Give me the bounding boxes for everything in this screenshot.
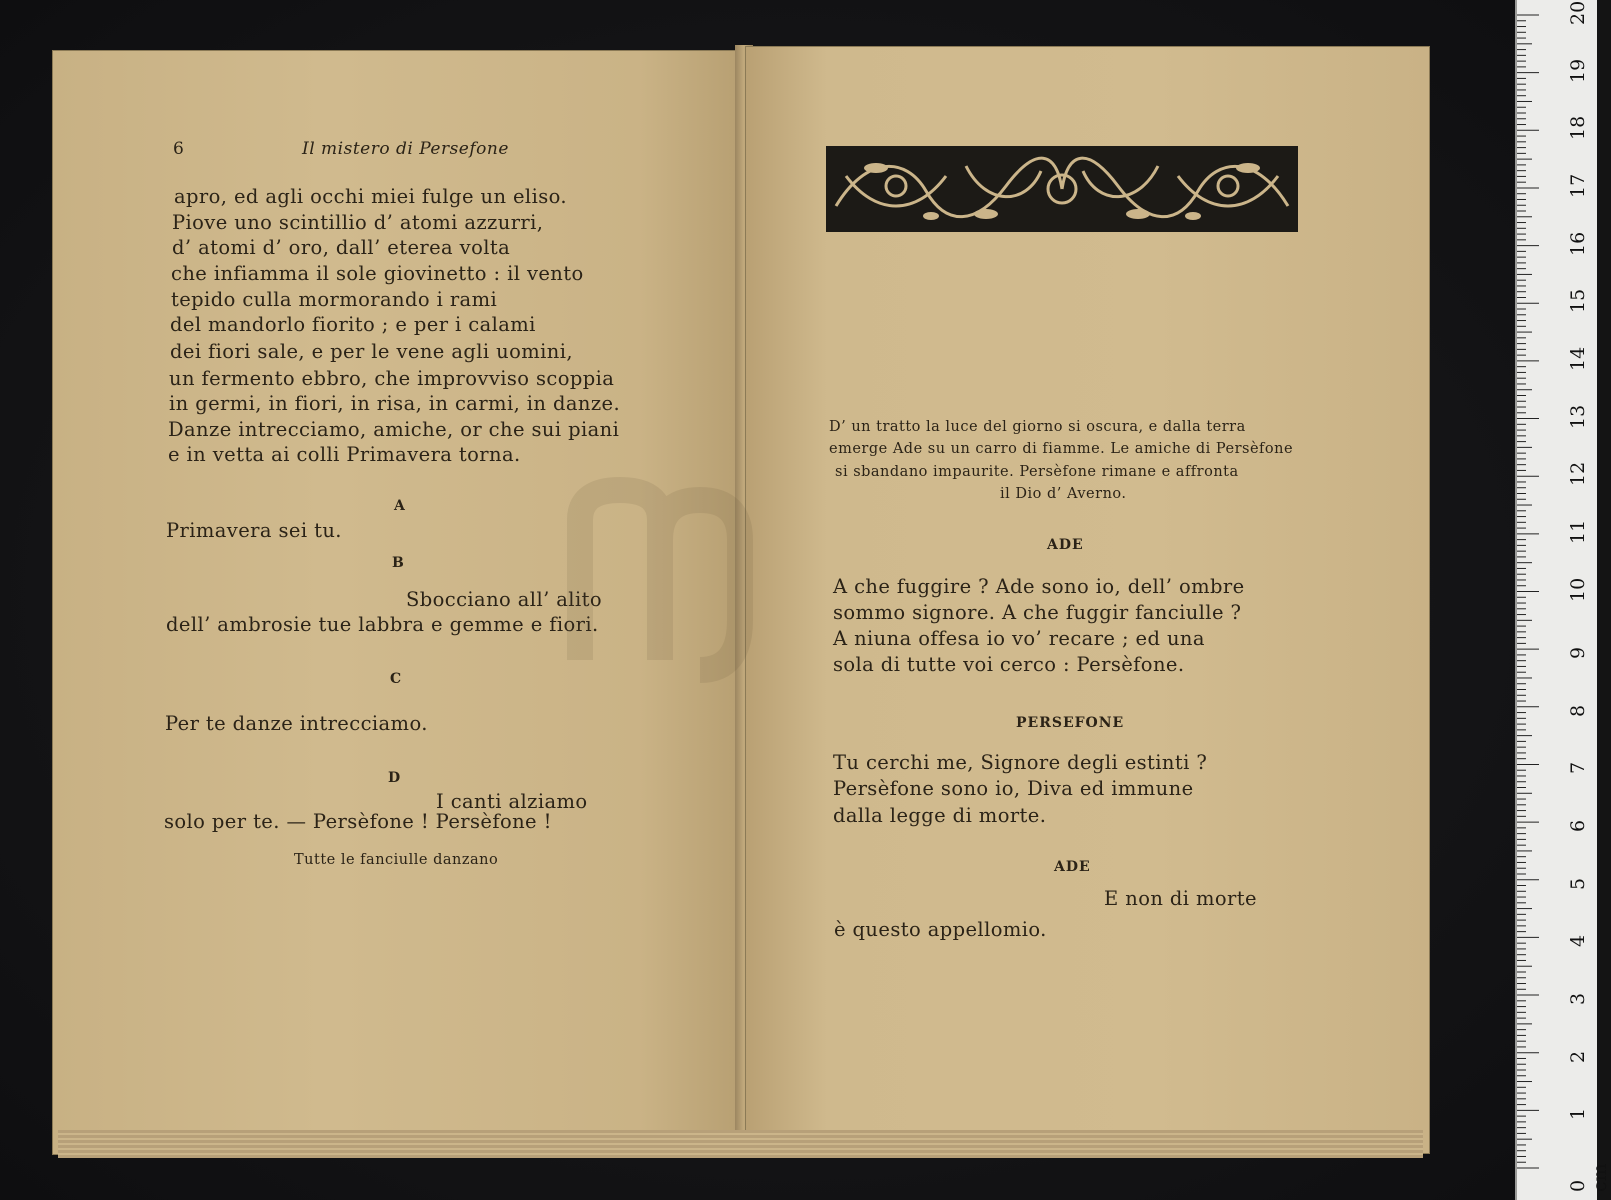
ruler-label: 17 [1567,173,1589,198]
verse-line: d’ atomi d’ oro, dall’ eterea volta [172,236,511,259]
verse-line: in germi, in fiori, in risa, in carmi, in danze. [169,392,621,415]
verse-line: sommo signore. A che fuggir fanciulle ? [833,601,1242,624]
speaker-label: ADE [1054,859,1091,875]
speaker-label: D [388,770,402,786]
stage-direction-line: il Dio d’ Averno. [1000,486,1127,502]
verse-line: dell’ ambrosie tue labbra e gemme e fiori. [166,613,599,636]
speaker-label: C [390,671,403,687]
verse-line: dalla legge di morte. [833,804,1047,827]
ruler-label: 4 [1567,935,1589,948]
ruler-label: 1 [1567,1108,1589,1121]
ruler-label: 10 [1567,577,1589,602]
verse-line: è questo appellomio. [834,918,1047,941]
ruler-label: 14 [1567,346,1589,371]
ruler-label: 9 [1567,647,1589,660]
verse-line: I canti alziamo [436,790,588,813]
verse-line: apro, ed agli occhi miei fulge un eliso. [174,185,568,208]
ruler-label: 18 [1567,116,1589,141]
verse-line: Per te danze intrecciamo. [165,712,428,735]
stage-direction-line: emerge Ade su un carro di fiamme. Le amiche di Persèfone [829,441,1294,457]
measurement-ruler [1515,0,1611,1200]
verse-line: Danze intrecciamo, amiche, or che sui piani [168,418,620,441]
ruler-label: 12 [1567,462,1589,487]
verse-line: tepido culla mormorando i rami [171,288,498,311]
ruler-label: 16 [1567,231,1589,256]
speaker-label: PERSEFONE [1016,715,1125,731]
ruler-label: 15 [1567,289,1589,314]
speaker-label: B [392,555,405,571]
ruler-label: 11 [1567,519,1589,544]
verse-line: A niuna offesa io vo’ recare ; ed una [833,627,1205,650]
watermark-logo [560,480,770,680]
ruler-label: 8 [1567,704,1589,717]
ruler-label: 7 [1567,762,1589,775]
stage-direction: Tutte le fanciulle danzano [294,852,499,868]
verse-line: Primavera sei tu. [166,519,342,542]
stage-direction-line: D’ un tratto la luce del giorno si oscura, e dalla terra [829,419,1246,435]
page-number: 6 [173,139,184,159]
page-edges [58,1130,1423,1158]
speaker-label: ADE [1047,537,1084,553]
verse-line: dei fiori sale, e per le vene agli uomini, [170,340,573,363]
verse-line: un fermento ebbro, che improvviso scoppia [169,367,615,390]
verse-line: solo per te. — Persèfone ! Persèfone ! [164,810,552,833]
verse-line: del mandorlo fiorito ; e per i calami [170,313,536,336]
verse-line: Persèfone sono io, Diva ed immune [833,777,1194,800]
verse-line: E non di morte [1104,887,1257,910]
ruler-label: 5 [1567,877,1589,890]
ruler-label: 19 [1567,58,1589,83]
ruler-label: 0 cm [1567,1163,1611,1192]
verse-line: A che fuggire ? Ade sono io, dell’ ombre [833,575,1245,598]
decorative-ornament [826,146,1298,232]
verse-line: e in vetta ai colli Primavera torna. [168,443,521,466]
ruler-label: 20 [1567,0,1589,25]
ruler-label: 13 [1567,404,1589,429]
running-title: Il mistero di Persefone [302,139,509,159]
speaker-label: A [394,498,406,514]
verse-line: Tu cerchi me, Signore degli estinti ? [833,751,1208,774]
verse-line: Sbocciano all’ alito [406,588,602,611]
ruler-label: 2 [1567,1050,1589,1063]
verse-line: sola di tutte voi cerco : Persèfone. [833,653,1185,676]
ruler-label: 6 [1567,820,1589,833]
verse-line: che infiamma il sole giovinetto : il vento [171,262,584,285]
verse-line: Piove uno scintillio d’ atomi azzurri, [172,211,544,234]
stage-direction-line: si sbandano impaurite. Persèfone rimane e affronta [835,464,1239,480]
ruler-label: 3 [1567,992,1589,1006]
